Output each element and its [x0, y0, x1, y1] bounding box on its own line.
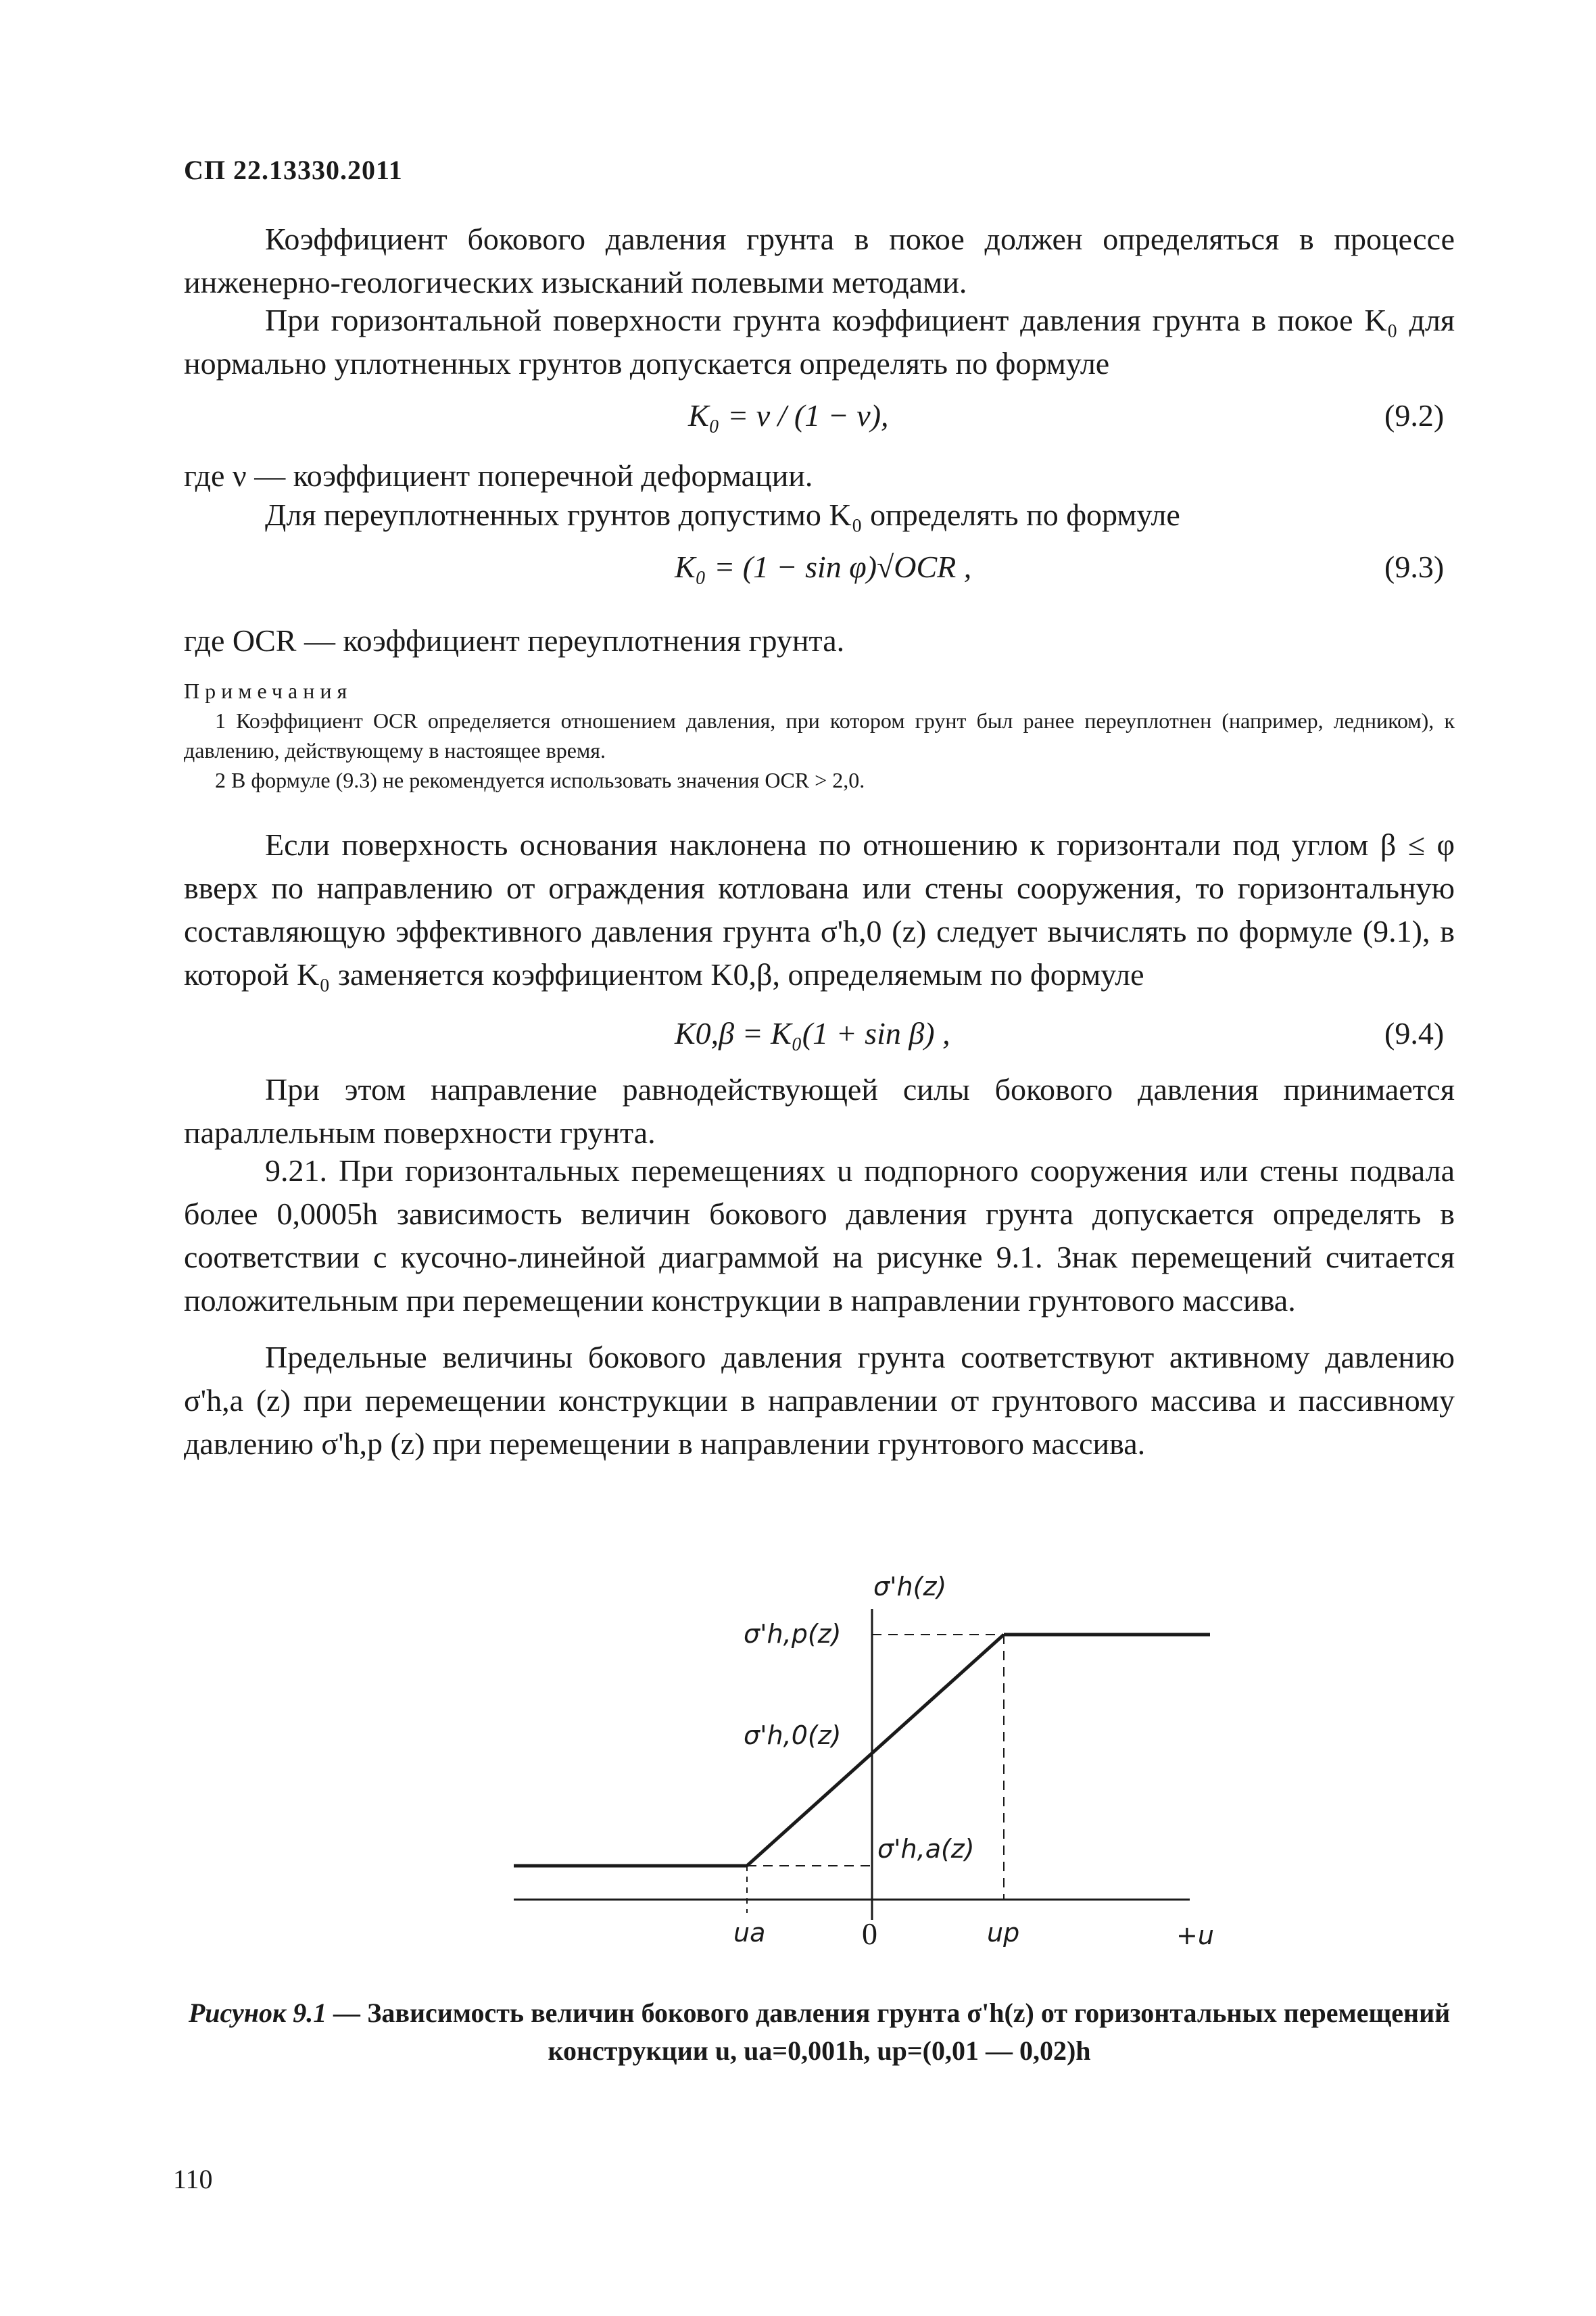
document-header: СП 22.13330.2011 [184, 155, 403, 185]
paragraph-8: 9.21. При горизонтальных перемещениях u подпорного сооружения или стены подвала более 0,0005h зависимость величин бокового давления грунта допускается определять в соответствии с кусочно-линейной диаграммой на рисунке 9.1. Знак перемещений считается положительным при перемещении конструкции в направлении грунтового массива. [184, 1153, 1455, 1318]
y-axis-label: σ'h(z) [873, 1572, 947, 1601]
formula-9-3-number: (9.3) [1384, 550, 1445, 584]
paragraph-9: Предельные величины бокового давления грунта соответствуют активному давлению σ'h,a (z) при перемещении конструкции в направлении от грунтового массива и пассивному давлению σ'h,p (z) при перемещении в направлении грунтового массива. [184, 1340, 1455, 1461]
formula-9-4: K0,β = K₀(1 + sin β) , [675, 1016, 950, 1051]
caption-line-1 [184, 1994, 1455, 2032]
label-sigma-p: σ'h,p(z) [744, 1619, 842, 1649]
paragraph-4: Для переуплотненных грунтов допустимо K₀ определять по формуле [265, 498, 1180, 532]
caption-line-2: конструкции u, ua=0,001h, up=(0,01 — 0,02)h [548, 2035, 1091, 2066]
note-2: 2 В формуле (9.3) не рекомендуется использовать значения OCR > 2,0. [215, 768, 865, 792]
notes-block [184, 676, 1455, 795]
note-1: 1 Коэффициент OCR определяется отношением давления, при котором грунт был ранее переуплотнен (например, ледником), к давлению, действующему в настоящее время. [184, 708, 1455, 763]
page-number: 110 [173, 2164, 213, 2194]
formula-9-2-number: (9.2) [1384, 398, 1445, 433]
paragraph-1: Коэффициент бокового давления грунта в покое должен определяться в процессе инженерно-геологических изысканий полевыми методами. [184, 222, 1455, 299]
paragraph-5: где OCR — коэффициент переуплотнения грунта. [184, 623, 845, 658]
x-label-zero: 0 [862, 1916, 877, 1951]
formula-9-4-number: (9.4) [1384, 1016, 1445, 1051]
label-sigma-a: σ'h,a(z) [877, 1834, 975, 1864]
x-label-up: up [987, 1918, 1020, 1948]
figure-caption [184, 1994, 1455, 2070]
paragraph-7: При этом направление равнодействующей силы бокового давления принимается параллельным поверхности грунта. [184, 1072, 1455, 1150]
linear-segment [747, 1635, 1004, 1866]
x-label-ua: ua [733, 1918, 766, 1948]
caption-prefix: Рисунок 9.1 — [188, 1998, 361, 2028]
notes-title: Примечания [184, 679, 353, 703]
paragraph-3: где ν — коэффициент поперечной деформации. [184, 458, 813, 493]
caption-text-1: Зависимость величин бокового давления грунта σ'h(z) от горизонтальных перемещений [367, 1998, 1451, 2028]
formula-9-2: K₀ = ν / (1 − ν), [688, 398, 889, 433]
x-axis-label: +u [1176, 1921, 1214, 1950]
label-sigma-0: σ'h,0(z) [744, 1720, 842, 1750]
paragraph-2: При горизонтальной поверхности грунта коэффициент давления грунта в покое K₀ для нормально уплотненных грунтов допускается определять по формуле [184, 303, 1455, 381]
formula-9-3: K₀ = (1 − sin φ)√OCR , [675, 550, 972, 584]
figure-diagram [473, 1548, 1284, 1967]
paragraph-6: Если поверхность основания наклонена по отношению к горизонтали под углом β ≤ φ вверх по направлению от ограждения котлована или стены сооружения, то горизонтальную составляющую эффективного давления грунта σ'h,0 (z) следует вычислять по формуле (9.1), в которой K₀ заменяется коэффициентом K0,β, определяемым по формуле [184, 827, 1455, 992]
